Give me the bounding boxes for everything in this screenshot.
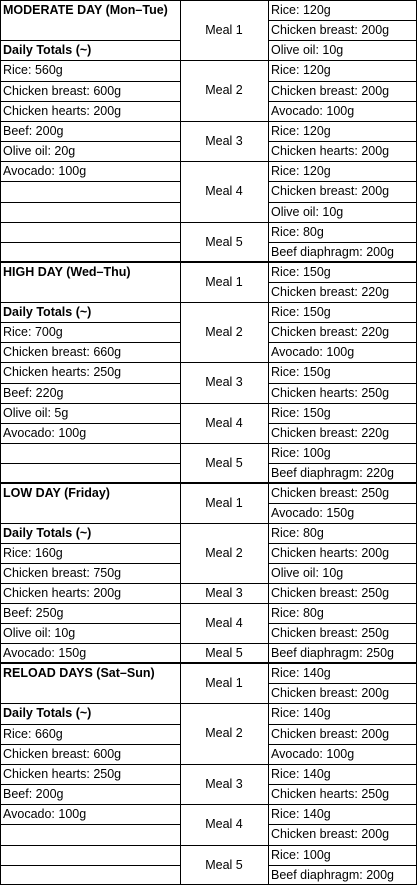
ingredient-divider: [268, 523, 416, 524]
ingredient-divider: [268, 40, 416, 41]
ingredient-item: Avocado: 100g: [271, 103, 355, 118]
ingredient-item: Rice: 120g: [271, 3, 331, 17]
meal-divider: [180, 845, 268, 846]
ingredient-item: Chicken breast: 220g: [271, 285, 390, 300]
ingredient-item: Chicken hearts: 250g: [271, 787, 390, 802]
meal-divider: [180, 362, 268, 363]
total-item: Avocado: 150g: [3, 646, 87, 660]
ingredient-item: Rice: 100g: [271, 847, 331, 862]
ingredient-divider: [268, 603, 416, 604]
ingredient-divider: [268, 81, 416, 82]
ingredient-divider: [268, 322, 416, 323]
daily-totals-label: Daily Totals (~): [3, 305, 92, 320]
ingredient-item: Rice: 150g: [271, 365, 331, 380]
ingredient-divider: [268, 121, 416, 122]
meal-label: Meal 1: [205, 23, 243, 37]
meal-divider: [180, 523, 268, 524]
ingredient-item: Rice: 80g: [271, 224, 324, 239]
ingredient-item: Chicken breast: 250g: [271, 626, 390, 640]
ingredient-divider: [268, 242, 416, 243]
meal-divider: [180, 403, 268, 404]
total-item: Rice: 560g: [3, 63, 63, 78]
ingredient-item: Beef diaphragm: 220g: [271, 465, 395, 480]
total-item: Avocado: 100g: [3, 807, 87, 822]
ingredient-item: Avocado: 100g: [271, 345, 355, 360]
row-divider: [0, 141, 180, 142]
row-divider: [0, 845, 180, 846]
daily-totals-label: Daily Totals (~): [3, 43, 92, 58]
meal-label: Meal 1: [205, 275, 243, 289]
column-divider: [268, 0, 269, 885]
row-divider: [0, 342, 180, 343]
meal-label: Meal 4: [205, 616, 243, 630]
ingredient-divider: [268, 703, 416, 704]
total-item: Chicken breast: 750g: [3, 566, 122, 580]
row-divider: [0, 563, 180, 564]
ingredient-item: Rice: 140g: [271, 807, 331, 822]
ingredient-item: Olive oil: 10g: [271, 43, 344, 58]
ingredient-divider: [268, 362, 416, 363]
total-item: Olive oil: 5g: [3, 405, 69, 420]
ingredient-item: Rice: 120g: [271, 164, 331, 179]
row-divider: [0, 543, 180, 544]
ingredient-item: Avocado: 150g: [271, 506, 355, 520]
day-title: LOW DAY (Friday): [3, 486, 110, 500]
ingredient-item: Rice: 120g: [271, 63, 331, 78]
meal-label: Meal 4: [205, 817, 243, 832]
ingredient-divider: [268, 724, 416, 725]
ingredient-divider: [268, 202, 416, 203]
row-divider: [0, 463, 180, 464]
ingredient-divider: [268, 423, 416, 424]
ingredient-divider: [268, 101, 416, 102]
total-item: Olive oil: 20g: [3, 144, 76, 159]
total-item: Beef: 200g: [3, 787, 64, 802]
table-border-top: [0, 0, 417, 1]
ingredient-item: Rice: 150g: [271, 265, 331, 279]
row-divider: [0, 764, 180, 765]
row-divider: [0, 643, 180, 644]
ingredient-divider: [268, 302, 416, 303]
ingredient-item: Rice: 120g: [271, 123, 331, 138]
row-divider: [0, 161, 180, 162]
ingredient-divider: [268, 865, 416, 866]
total-item: Chicken hearts: 250g: [3, 365, 122, 380]
row-divider: [0, 60, 180, 61]
total-item: Chicken breast: 600g: [3, 746, 122, 761]
row-divider: [0, 603, 180, 604]
meal-divider: [180, 703, 268, 704]
row-divider: [0, 824, 180, 825]
total-item: Rice: 160g: [3, 546, 63, 560]
meal-label: Meal 2: [205, 726, 243, 741]
meal-label: Meal 5: [205, 455, 243, 470]
row-divider: [0, 202, 180, 203]
meal-divider: [180, 643, 268, 644]
row-divider: [0, 40, 180, 41]
meal-divider: [180, 302, 268, 303]
meal-divider: [180, 222, 268, 223]
ingredient-divider: [268, 744, 416, 745]
ingredient-divider: [268, 563, 416, 564]
ingredient-divider: [268, 503, 416, 504]
row-divider: [0, 423, 180, 424]
total-item: Avocado: 100g: [3, 425, 87, 440]
row-divider: [0, 623, 180, 624]
meal-label: Meal 1: [205, 676, 243, 690]
ingredient-divider: [268, 282, 416, 283]
ingredient-item: Chicken breast: 200g: [271, 184, 390, 199]
total-item: Beef: 200g: [3, 123, 64, 138]
ingredient-divider: [268, 60, 416, 61]
meal-divider: [180, 161, 268, 162]
ingredient-divider: [268, 342, 416, 343]
ingredient-item: Rice: 100g: [271, 445, 331, 460]
total-item: Avocado: 100g: [3, 164, 87, 179]
ingredient-divider: [268, 161, 416, 162]
meal-label: Meal 3: [205, 586, 243, 600]
section-divider: [0, 482, 417, 484]
daily-totals-label: Daily Totals (~): [3, 526, 92, 540]
row-divider: [0, 443, 180, 444]
meal-divider: [180, 603, 268, 604]
ingredient-item: Rice: 140g: [271, 766, 331, 781]
ingredient-item: Olive oil: 10g: [271, 204, 344, 219]
ingredient-item: Rice: 80g: [271, 606, 324, 620]
ingredient-item: Avocado: 100g: [271, 746, 355, 761]
ingredient-divider: [268, 543, 416, 544]
row-divider: [0, 302, 180, 303]
ingredient-divider: [268, 623, 416, 624]
meal-divider: [180, 121, 268, 122]
day-title: HIGH DAY (Wed–Thu): [3, 265, 131, 279]
ingredient-item: Rice: 150g: [271, 405, 331, 420]
meal-label: Meal 3: [205, 133, 243, 148]
row-divider: [0, 181, 180, 182]
row-divider: [0, 242, 180, 243]
ingredient-divider: [268, 222, 416, 223]
table-border-left: [0, 0, 1, 885]
meal-divider: [180, 443, 268, 444]
ingredient-item: Beef diaphragm: 200g: [271, 244, 395, 259]
ingredient-item: Chicken hearts: 200g: [271, 546, 390, 560]
ingredient-item: Chicken breast: 200g: [271, 726, 390, 741]
ingredient-item: Olive oil: 10g: [271, 566, 344, 580]
ingredient-item: Chicken hearts: 200g: [271, 144, 390, 159]
meal-label: Meal 2: [205, 546, 243, 560]
row-divider: [0, 784, 180, 785]
ingredient-divider: [268, 764, 416, 765]
ingredient-divider: [268, 643, 416, 644]
section-divider: [0, 261, 417, 263]
column-divider: [180, 0, 181, 885]
ingredient-divider: [268, 683, 416, 684]
ingredient-divider: [268, 804, 416, 805]
ingredient-divider: [268, 181, 416, 182]
ingredient-divider: [268, 824, 416, 825]
meal-label: Meal 1: [205, 496, 243, 510]
ingredient-item: Chicken hearts: 250g: [271, 385, 390, 400]
row-divider: [0, 121, 180, 122]
row-divider: [0, 403, 180, 404]
meal-label: Meal 2: [205, 325, 243, 340]
row-divider: [0, 804, 180, 805]
total-item: Chicken hearts: 200g: [3, 586, 122, 600]
ingredient-divider: [268, 463, 416, 464]
meal-label: Meal 4: [205, 184, 243, 199]
ingredient-item: Chicken breast: 200g: [271, 83, 390, 98]
total-item: Rice: 660g: [3, 726, 63, 741]
total-item: Olive oil: 10g: [3, 626, 76, 640]
day-title: MODERATE DAY (Mon–Tue): [3, 3, 168, 17]
row-divider: [0, 865, 180, 866]
meal-label: Meal 5: [205, 234, 243, 249]
meal-divider: [180, 804, 268, 805]
meal-label: Meal 2: [205, 83, 243, 98]
meal-divider: [180, 764, 268, 765]
ingredient-item: Beef diaphragm: 250g: [271, 646, 395, 660]
ingredient-item: Chicken breast: 250g: [271, 586, 390, 600]
meal-label: Meal 5: [205, 646, 243, 660]
row-divider: [0, 383, 180, 384]
meal-label: Meal 3: [205, 776, 243, 791]
total-item: Chicken breast: 600g: [3, 83, 122, 98]
ingredient-item: Beef diaphragm: 200g: [271, 867, 395, 882]
meal-label: Meal 3: [205, 375, 243, 390]
row-divider: [0, 523, 180, 524]
ingredient-divider: [268, 845, 416, 846]
ingredient-divider: [268, 403, 416, 404]
total-item: Beef: 250g: [3, 606, 64, 620]
row-divider: [0, 724, 180, 725]
ingredient-divider: [268, 141, 416, 142]
daily-totals-label: Daily Totals (~): [3, 706, 92, 721]
section-divider: [0, 662, 417, 664]
day-title: RELOAD DAYS (Sat–Sun): [3, 666, 155, 680]
ingredient-divider: [268, 443, 416, 444]
total-item: Chicken hearts: 200g: [3, 103, 122, 118]
total-item: Beef: 220g: [3, 385, 64, 400]
ingredient-item: Chicken breast: 220g: [271, 425, 390, 440]
row-divider: [0, 81, 180, 82]
row-divider: [0, 583, 180, 584]
meal-label: Meal 5: [205, 857, 243, 872]
total-item: Chicken hearts: 250g: [3, 766, 122, 781]
ingredient-divider: [268, 20, 416, 21]
row-divider: [0, 362, 180, 363]
row-divider: [0, 744, 180, 745]
ingredient-item: Rice: 80g: [271, 526, 324, 540]
ingredient-item: Rice: 150g: [271, 305, 331, 320]
ingredient-item: Chicken breast: 220g: [271, 325, 390, 340]
ingredient-item: Chicken breast: 200g: [271, 827, 390, 842]
row-divider: [0, 322, 180, 323]
total-item: Chicken breast: 660g: [3, 345, 122, 360]
ingredient-item: Chicken breast: 200g: [271, 23, 390, 38]
row-divider: [0, 101, 180, 102]
ingredient-item: Rice: 140g: [271, 706, 331, 721]
ingredient-divider: [268, 583, 416, 584]
row-divider: [0, 222, 180, 223]
ingredient-item: Rice: 140g: [271, 666, 331, 680]
ingredient-divider: [268, 784, 416, 785]
total-item: Rice: 700g: [3, 325, 63, 340]
row-divider: [0, 703, 180, 704]
meal-label: Meal 4: [205, 415, 243, 430]
ingredient-item: Chicken breast: 250g: [271, 486, 390, 500]
ingredient-divider: [268, 383, 416, 384]
ingredient-item: Chicken breast: 200g: [271, 686, 390, 701]
meal-divider: [180, 583, 268, 584]
meal-divider: [180, 60, 268, 61]
